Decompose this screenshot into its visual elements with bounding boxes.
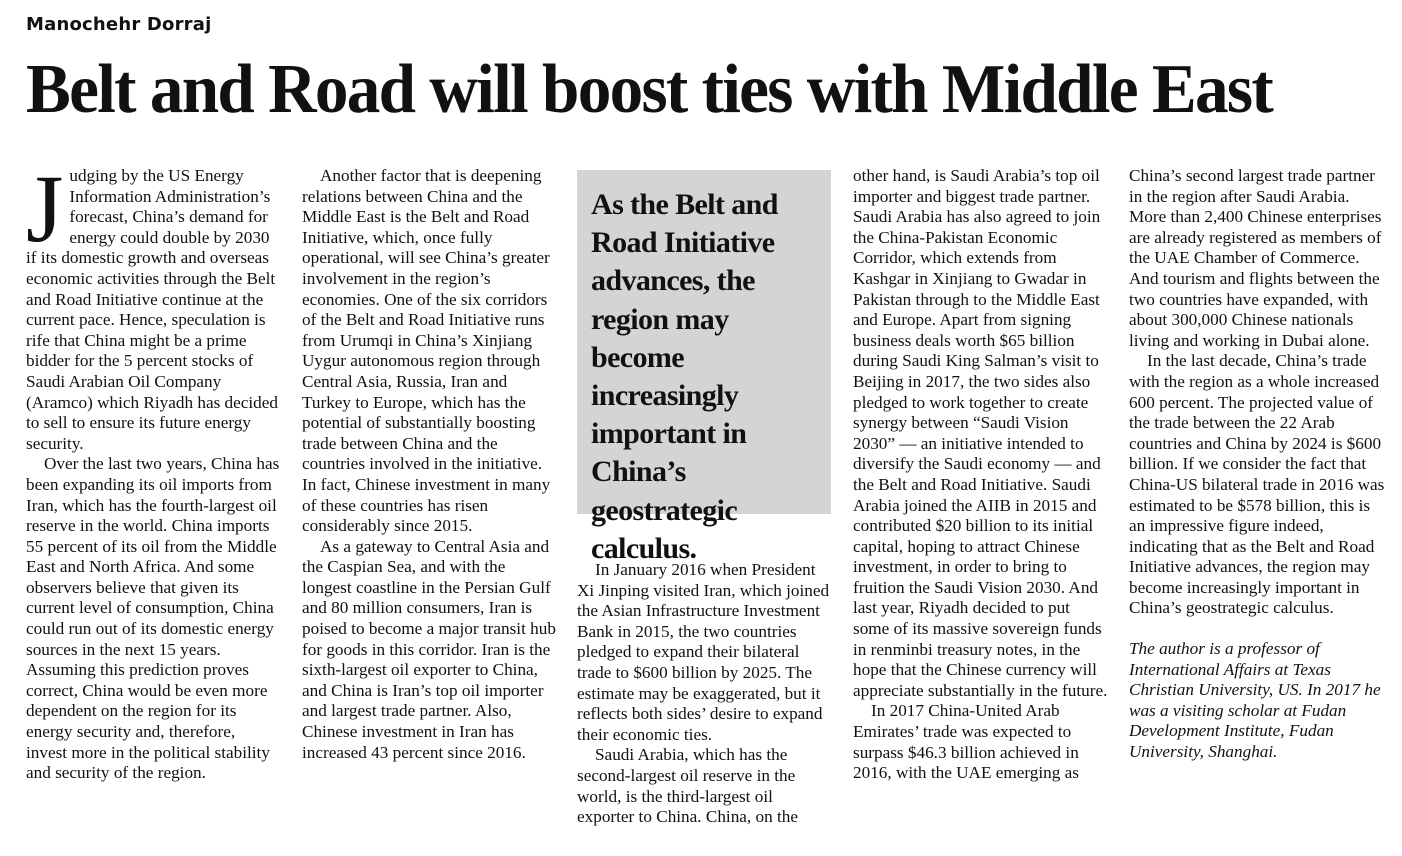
paragraph: In January 2016 when President Xi Jinping visited Iran, which joined the Asian Infrastructure Investment Bank in 2015, the two countries pledged to expand their bilateral trade to $600 billion by 2025. The estimate may be exaggerated, but it reflects both sides’ desire to expand their economic ties.: [577, 560, 830, 744]
paragraph: As a gateway to Central Asia and the Caspian Sea, and with the longest coastline in the Persian Gulf and 80 million consumers, Iran is poised to become a major transit hub for goods in this corridor. Iran is the sixth-largest oil exporter to China, and China is Iran’s top oil importer and largest trade partner. Also, Chinese investment in Iran has increased 43 percent since 2016.: [302, 536, 556, 762]
headline: Belt and Road will boost ties with Middle East: [26, 51, 1272, 128]
paragraph: Over the last two years, China has been expanding its oil imports from Iran, which has the fourth-largest oil reserve in the world. China imports 55 percent of its oil from the Middle East and North Africa. And some observers believe that given its current level of consumption, China could run out of its domestic energy sources in the next 15 years. Assuming this prediction proves correct, China would be even more dependent on the region for its energy security and, therefore, invest more in the political stability and security of the region.: [26, 454, 280, 783]
article-column-4: [853, 166, 1109, 850]
article-column-5: [1129, 166, 1385, 850]
article-column-3: [577, 560, 833, 828]
pull-quote-text: As the Belt and Road Initiative advances, the region may become increasingly important in China’s geostrategic calculus.: [591, 188, 778, 565]
paragraph: In the last decade, China’s trade with the region as a whole increased 600 percent. The projected value of the trade between the 22 Arab countries and China by 2024 is $600 billion. If we consider the fact that China-US bilateral trade in 2016 was estimated to be $578 billion, this is an impressive figure indeed, indicating that as the Belt and Road Initiative advances, the region may become increasingly important in China’s geostrategic calculus.: [1129, 351, 1385, 618]
paragraph: [26, 166, 280, 454]
byline: Manochehr Dorraj: [26, 14, 212, 35]
paragraph: China’s second largest trade partner in the region after Saudi Arabia. More than 2,400 Chinese enterprises are already registered as members of the UAE Chamber of Commerce. And tourism and flights between the two countries have expanded, with about 300,000 Chinese nationals living and working in Dubai alone.: [1129, 166, 1382, 350]
article-column-1: [26, 166, 280, 850]
pull-quote-box: [577, 170, 831, 565]
paragraph: In 2017 China-United Arab Emirates’ trade was expected to surpass $46.3 billion achieved in 2016, with the UAE emerging as: [853, 701, 1079, 783]
author-note: The author is a professor of International Affairs at Texas Christian University, US. In 2017 he was a visiting scholar at Fudan Development Institute, Fudan University, Shanghai.: [1129, 639, 1381, 762]
paragraph: Another factor that is deepening relations between China and the Middle East is the Belt and Road Initiative, which, once fully operational, will see China’s greater involvement in the region’s economies. One of the six corridors of the Belt and Road Initiative runs from Urumqi in China’s Xinjiang Uygur autonomous region through Central Asia, Russia, Iran and Turkey to Europe, which has the potential of substantially boosting trade between China and the countries involved in the initiative. In fact, Chinese investment in many of these countries has risen considerably since 2015.: [302, 166, 551, 536]
drop-cap: J: [26, 166, 64, 262]
paragraph: Saudi Arabia, which has the second-largest oil reserve in the world, is the third-largest oil exporter to China. China, on the: [577, 745, 799, 827]
paragraph: other hand, is Saudi Arabia’s top oil importer and biggest trade partner. Saudi Arabia has also agreed to join the China-Pakistan Economic Corridor, which extends from Kashgar in Xinjiang to Gwadar in Pakistan through to the Middle East and Europe. Apart from signing business deals worth $65 billion during Saudi King Salman’s visit to Beijing in 2017, the two sides also pledged to work together to create synergy between “Saudi Vision 2030” — an initiative intended to diversify the Saudi economy — and the Belt and Road Initiative. Saudi Arabia joined the AIIB in 2015 and contributed $20 billion to its initial capital, hoping to attract Chinese investment, in order to bring to fruition the Saudi Vision 2030. And last year, Riyadh decided to put some of its massive sovereign funds in renminbi treasury notes, in the hope that the Chinese currency will appreciate substantially in the future.: [853, 166, 1108, 700]
article-column-2: [302, 166, 556, 850]
paragraph-text: udging by the US Energy Information Administration’s forecast, China’s demand for energy could double by 2030 if its domestic growth and overseas economic activities through the Belt and Road Initiative continue at the current pace. Hence, speculation is rife that China might be a prime bidder for the 5 percent stocks of Saudi Arabian Oil Company (Aramco) which Riyadh has decided to sell to ensure its future energy security.: [26, 166, 278, 453]
